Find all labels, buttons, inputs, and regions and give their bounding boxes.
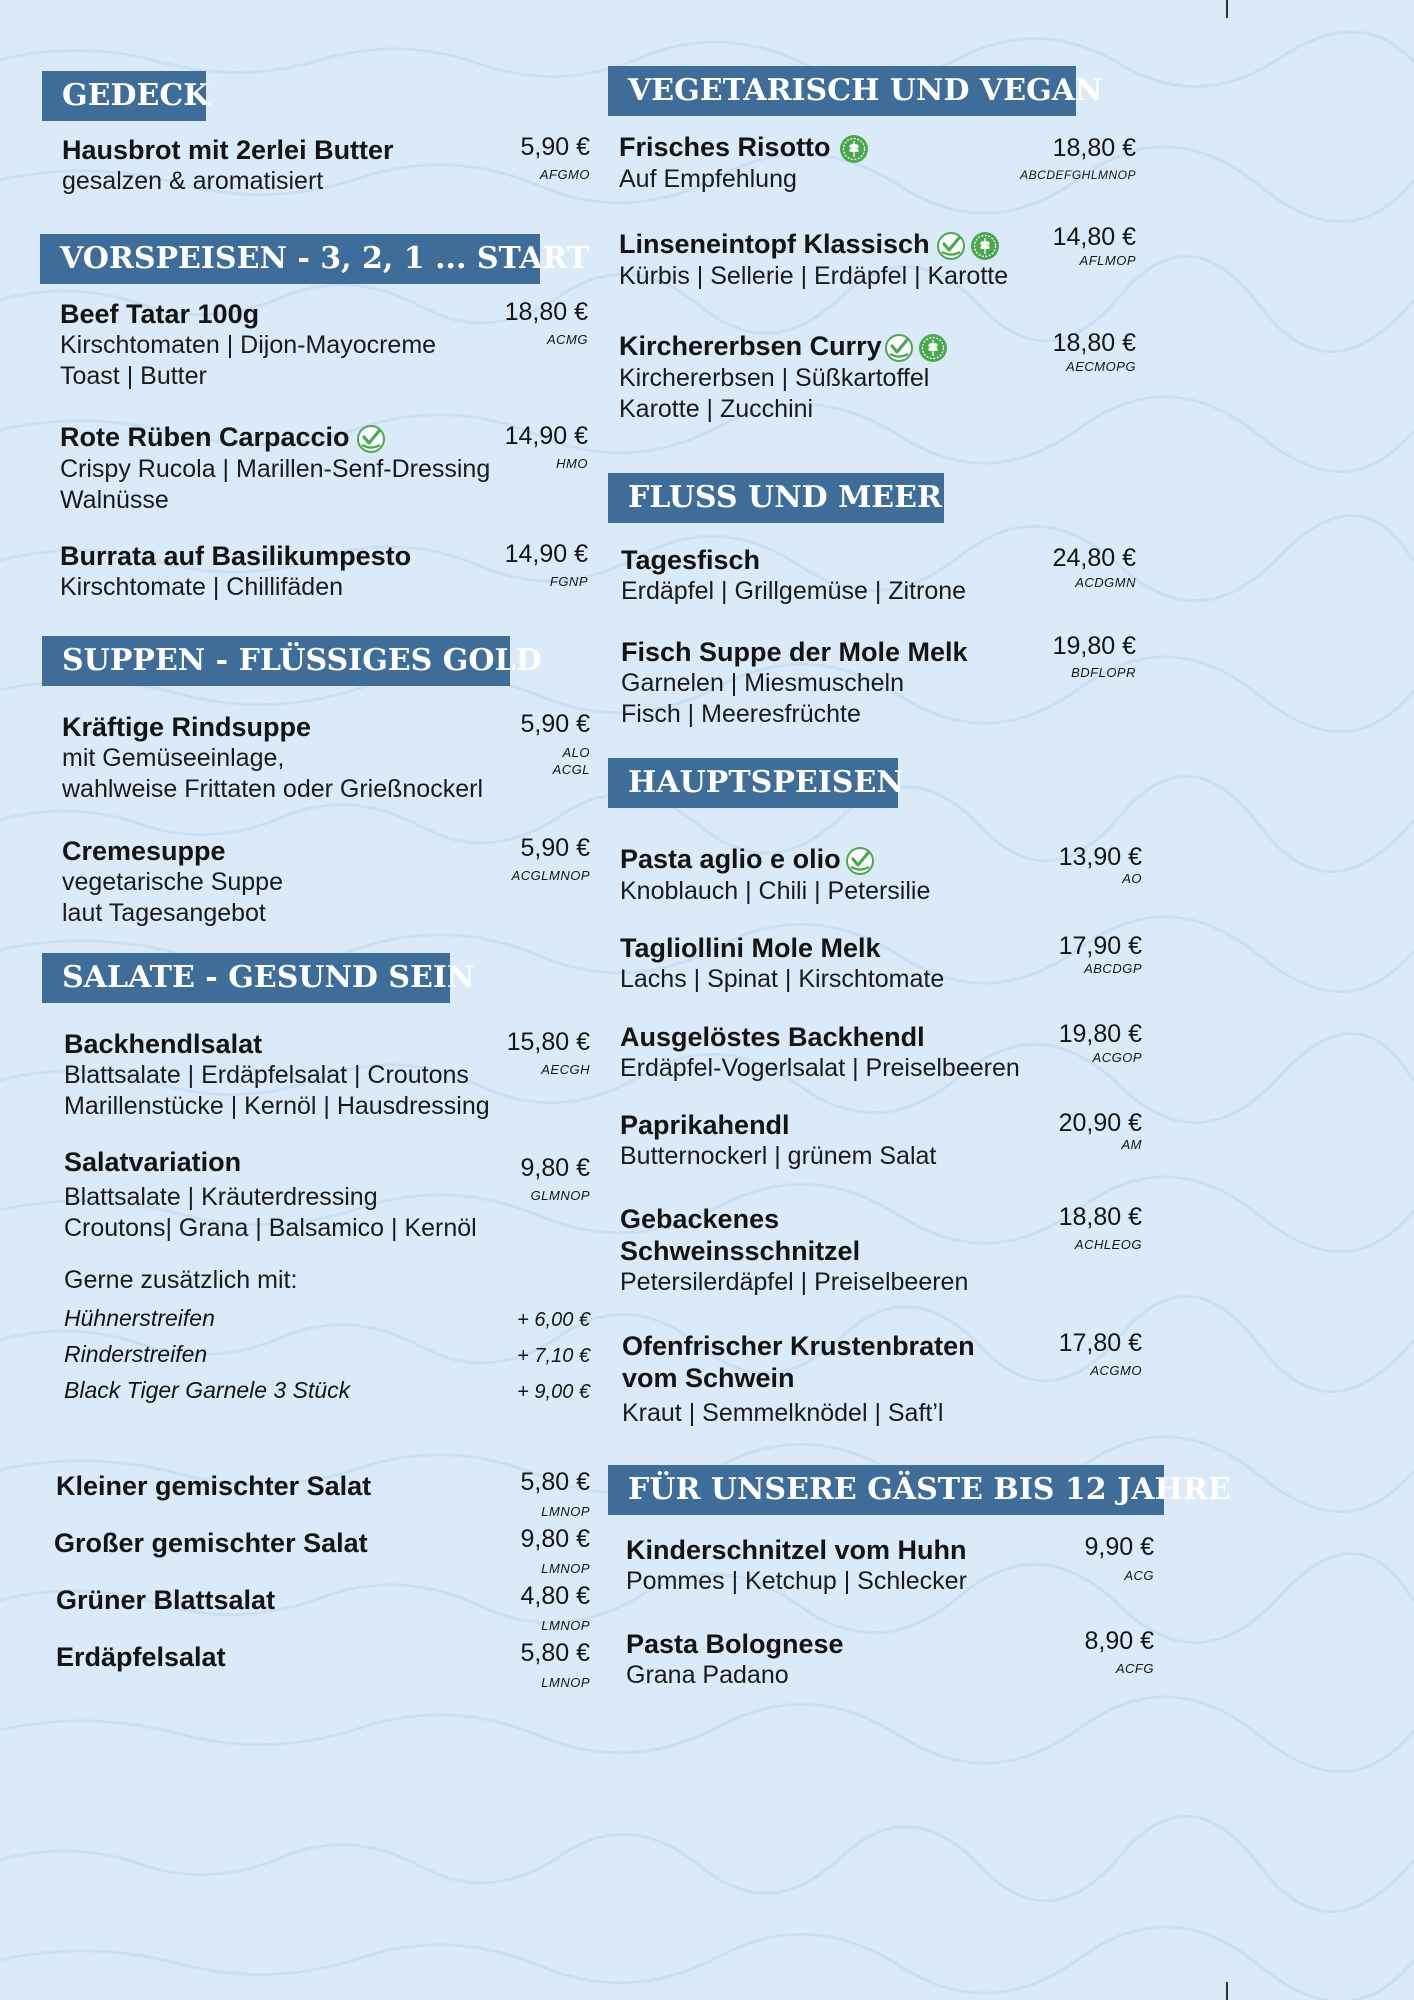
item-allergens: AECGH	[541, 1062, 590, 1077]
item-price: 9,80 €	[520, 1154, 590, 1182]
item-price: 5,90 €	[520, 710, 590, 738]
addon-name: Rinderstreifen	[64, 1341, 208, 1367]
item-name	[60, 421, 490, 454]
item-desc: Blattsalate | Erdäpfelsalat | Croutons	[64, 1061, 469, 1089]
item-price: 17,80 €	[1058, 1329, 1142, 1357]
item-price: 8,90 €	[1084, 1627, 1154, 1655]
item-price: 15,80 €	[506, 1028, 590, 1056]
item-allergens: LMNOP	[541, 1561, 590, 1576]
item-price: 18,80 €	[1052, 329, 1136, 357]
item-desc: Butternockerl | grünem Salat	[620, 1142, 937, 1170]
item-price: 20,90 €	[1058, 1109, 1142, 1137]
item-price: 14,80 €	[1052, 223, 1136, 251]
item-name: Backhendlsalat	[64, 1029, 263, 1059]
item-allergens: ACGMO	[1090, 1363, 1142, 1378]
item-name-text: Frisches Risotto	[619, 132, 831, 162]
item-allergens: LMNOP	[541, 1675, 590, 1690]
menu-item	[619, 228, 1008, 292]
item-name: Kleiner gemischter Salat	[56, 1471, 372, 1501]
menu-item	[619, 131, 869, 195]
item-price: 5,90 €	[520, 834, 590, 862]
item-name-text: Kirchererbsen Curry	[619, 331, 882, 361]
item-price: 18,80 €	[1052, 134, 1136, 162]
item-name: Erdäpfelsalat	[56, 1642, 226, 1672]
item-desc: gesalzen & aromatisiert	[62, 167, 324, 195]
menu-item	[626, 1534, 967, 1597]
item-desc: laut Tagesangebot	[62, 899, 266, 927]
section-header-salate: SALATE - GESUND SEIN	[42, 953, 450, 1003]
crop-mark-bottom	[1226, 1982, 1228, 2000]
addon-name: Black Tiger Garnele 3 Stück	[64, 1377, 351, 1403]
item-name	[619, 228, 1008, 261]
section-header-vorspeisen: VORSPEISEN - 3, 2, 1 ... START	[40, 234, 540, 284]
item-allergens: ACGL	[552, 762, 590, 777]
item-allergens: GLMNOP	[530, 1188, 590, 1203]
menu-item	[621, 544, 966, 607]
item-price: 13,90 €	[1058, 843, 1142, 871]
item-desc: Blattsalate | Kräuterdressing	[64, 1183, 378, 1211]
item-allergens: ALO	[562, 745, 590, 760]
item-name: Kinderschnitzel vom Huhn	[626, 1535, 967, 1565]
item-name: Paprikahendl	[620, 1110, 790, 1140]
item-allergens: ACG	[1124, 1568, 1154, 1583]
item-allergens: AFGMO	[539, 167, 590, 182]
vegetarian-icon	[970, 231, 1000, 261]
section-header-vegetarisch: VEGETARISCH UND VEGAN	[608, 66, 1076, 116]
item-desc: Toast | Butter	[60, 362, 207, 390]
menu-item	[62, 711, 483, 805]
section-header-suppen: SUPPEN - FLÜSSIGES GOLD	[42, 636, 510, 686]
item-desc: Petersilerdäpfel | Preiselbeeren	[620, 1268, 969, 1296]
item-name: Hausbrot mit 2erlei Butter	[62, 135, 394, 165]
item-name: Cremesuppe	[62, 836, 226, 866]
item-desc: Pommes | Ketchup | Schlecker	[626, 1567, 967, 1595]
item-desc: Kraut | Semmelknödel | Saft’l	[622, 1399, 944, 1427]
menu-item	[620, 1109, 936, 1172]
item-desc: Walnüsse	[60, 485, 169, 514]
item-desc: Erdäpfel | Grillgemüse | Zitrone	[621, 577, 967, 605]
item-allergens: ABCDEFGHLMNOP	[1020, 168, 1136, 182]
menu-item	[622, 1330, 975, 1429]
item-price: 19,80 €	[1052, 632, 1136, 660]
vegetarian-icon	[918, 333, 948, 363]
item-allergens: LMNOP	[541, 1504, 590, 1519]
crop-mark-top	[1226, 0, 1228, 18]
item-allergens: ACGOP	[1092, 1050, 1142, 1065]
item-desc: Croutons| Grana | Balsamico | Kernöl	[64, 1214, 477, 1242]
item-price: 14,90 €	[504, 540, 588, 568]
item-desc: Kürbis | Sellerie | Erdäpfel | Karotte	[619, 261, 1009, 290]
menu-item	[64, 1146, 477, 1244]
item-desc: Fisch | Meeresfrüchte	[621, 700, 861, 728]
item-desc: Garnelen | Miesmuscheln	[621, 669, 905, 697]
item-price: 17,90 €	[1058, 932, 1142, 960]
item-name: Tagesfisch	[621, 545, 761, 575]
item-allergens: ACMG	[547, 332, 588, 347]
item-allergens: LMNOP	[541, 1618, 590, 1633]
item-desc: Crispy Rucola | Marillen-Senf-Dressing	[60, 454, 491, 483]
section-header-kinder: FÜR UNSERE GÄSTE BIS 12 JAHRE	[608, 1465, 1164, 1515]
item-price: 5,80 €	[520, 1468, 590, 1496]
item-desc: wahlweise Frittaten oder Grießnockerl	[62, 775, 483, 803]
item-allergens: FGNP	[549, 574, 588, 589]
item-name-line2: vom Schwein	[622, 1363, 795, 1393]
item-price: 19,80 €	[1058, 1020, 1142, 1048]
item-allergens: ACGLMNOP	[511, 868, 590, 883]
menu-item	[621, 636, 968, 730]
item-price: 24,80 €	[1052, 544, 1136, 572]
item-name: Ofenfrischer Krustenbraten	[622, 1331, 975, 1361]
item-allergens: HMO	[556, 456, 588, 471]
item-price: 9,80 €	[520, 1525, 590, 1553]
item-price: 18,80 €	[1058, 1203, 1142, 1231]
item-price: 5,80 €	[520, 1639, 590, 1667]
menu-item	[60, 298, 436, 392]
item-price: 9,90 €	[1084, 1533, 1154, 1561]
item-name	[620, 843, 930, 876]
addon-price: + 9,00 €	[517, 1381, 590, 1403]
item-name-line2: Schweinsschnitzel	[620, 1236, 861, 1266]
item-name: Großer gemischter Salat	[54, 1528, 368, 1558]
vegan-icon	[884, 333, 914, 363]
item-allergens: AFLMOP	[1079, 253, 1136, 268]
item-name: Gebackenes	[620, 1204, 780, 1234]
item-name: Salatvariation	[64, 1147, 242, 1177]
menu-item	[620, 1021, 1020, 1084]
addon-price: + 7,10 €	[517, 1345, 590, 1367]
item-allergens: AO	[1122, 871, 1142, 886]
item-desc: mit Gemüseeinlage,	[62, 744, 285, 772]
section-header-gedeck: GEDECK	[42, 71, 206, 121]
item-price: 18,80 €	[504, 298, 588, 326]
item-desc: Erdäpfel-Vogerlsalat | Preiselbeeren	[620, 1054, 1020, 1082]
addons-intro: Gerne zusätzlich mit:	[64, 1266, 298, 1294]
item-name: Tagliollini Mole Melk	[620, 933, 881, 963]
item-allergens: ACDGMN	[1075, 575, 1136, 590]
menu-item	[62, 835, 283, 929]
item-name	[619, 330, 948, 363]
item-allergens: ACFG	[1115, 1661, 1154, 1676]
menu-item	[60, 421, 490, 516]
item-name: Grüner Blattsalat	[56, 1585, 276, 1615]
item-desc: Knoblauch | Chili | Petersilie	[620, 876, 931, 905]
vegan-icon	[356, 424, 386, 454]
item-name: Ausgelöstes Backhendl	[620, 1022, 925, 1052]
item-name: Burrata auf Basilikumpesto	[60, 541, 412, 571]
item-desc: Kirschtomate | Chillifäden	[60, 573, 344, 601]
item-name: Fisch Suppe der Mole Melk	[621, 637, 968, 667]
item-name-text: Linseneintopf Klassisch	[619, 229, 930, 259]
item-desc: Karotte | Zucchini	[619, 394, 814, 423]
menu-item	[620, 1203, 968, 1298]
menu-item	[60, 540, 411, 603]
item-price: 14,90 €	[504, 422, 588, 450]
item-allergens: AM	[1121, 1137, 1142, 1152]
item-desc: Grana Padano	[626, 1661, 789, 1689]
section-header-fluss: FLUSS UND MEER	[608, 473, 944, 523]
item-name-text: Pasta aglio e olio	[620, 844, 841, 874]
menu-item	[620, 843, 930, 907]
vegan-icon	[936, 231, 966, 261]
vegetarian-icon	[839, 134, 869, 164]
item-name	[619, 131, 869, 164]
item-desc: Lachs | Spinat | Kirschtomate	[620, 965, 945, 993]
item-price: 5,90 €	[520, 133, 590, 161]
vegan-icon	[845, 846, 875, 876]
item-desc: Auf Empfehlung	[619, 164, 797, 193]
item-allergens: AECMOPG	[1066, 359, 1136, 374]
item-allergens: ABCDGP	[1084, 961, 1142, 976]
section-header-haupt: HAUPTSPEISEN	[608, 758, 898, 808]
item-desc: Kirchererbsen | Süßkartoffel	[619, 363, 930, 392]
item-name: Kräftige Rindsuppe	[62, 712, 312, 742]
item-name-text: Rote Rüben Carpaccio	[60, 422, 350, 452]
menu-item	[619, 330, 948, 425]
item-name: Beef Tatar 100g	[60, 299, 260, 329]
menu-item	[620, 932, 944, 995]
item-allergens: ACHLEOG	[1074, 1237, 1142, 1252]
addon-name: Hühnerstreifen	[64, 1305, 215, 1331]
menu-item	[64, 1028, 490, 1122]
item-allergens: BDFLOPR	[1071, 665, 1136, 680]
item-desc: Marillenstücke | Kernöl | Hausdressing	[64, 1092, 490, 1120]
item-desc: vegetarische Suppe	[62, 868, 283, 896]
menu-item	[626, 1628, 844, 1691]
item-name: Pasta Bolognese	[626, 1629, 844, 1659]
item-price: 4,80 €	[520, 1582, 590, 1610]
item-desc: Kirschtomaten | Dijon-Mayocreme	[60, 331, 437, 359]
addon-price: + 6,00 €	[517, 1309, 590, 1331]
